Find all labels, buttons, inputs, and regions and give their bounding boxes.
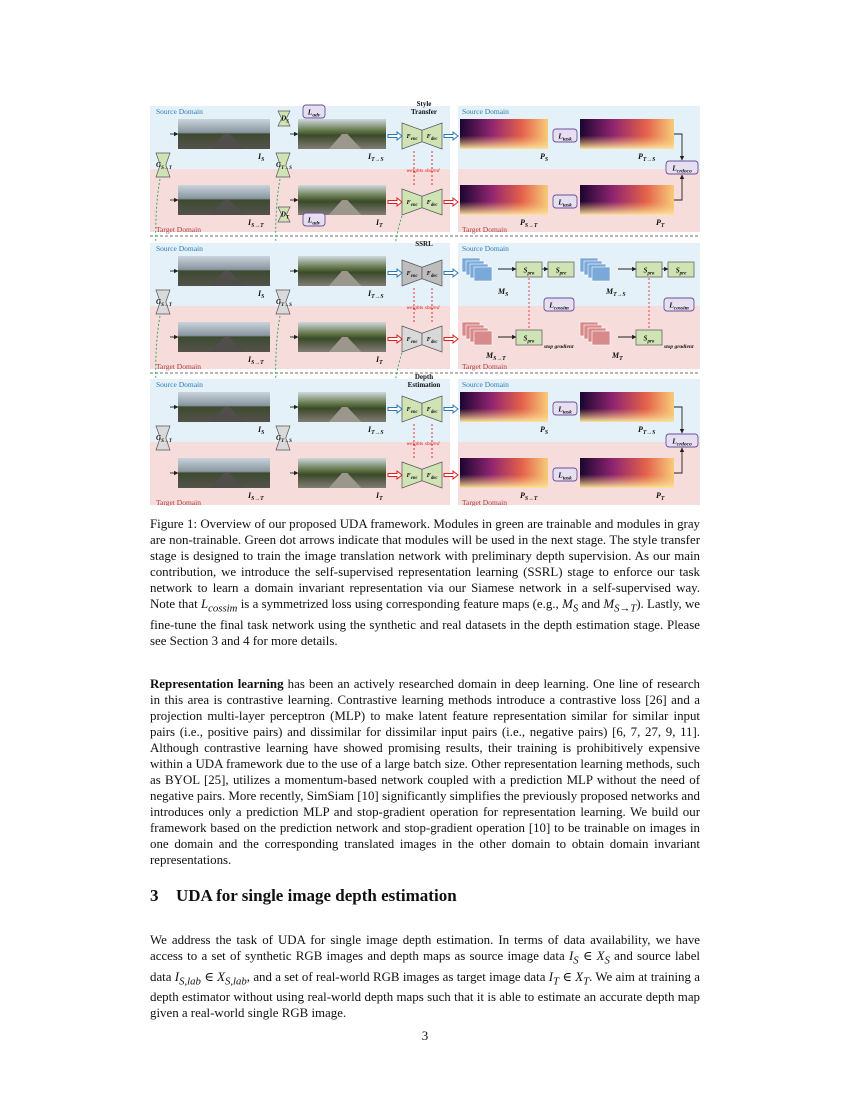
label-pts: $P_{T\to S}$ bbox=[638, 425, 656, 436]
loss-cossim-right-label: $L_{cossim}$ bbox=[669, 300, 689, 312]
label-mt: $M_T$ bbox=[612, 351, 623, 362]
stage-title-line2: Estimation bbox=[407, 381, 441, 389]
features-mt-sheet bbox=[592, 331, 610, 345]
projector-top-right-label: $S_{pro}$ bbox=[643, 266, 655, 277]
depth-pst-ground bbox=[460, 475, 548, 489]
projector-bottom-right bbox=[636, 330, 662, 345]
label-ps: $P_S$ bbox=[540, 152, 549, 163]
label-ist: $I_{S\to T}$ bbox=[248, 491, 264, 502]
features-ms-sheet bbox=[474, 267, 492, 281]
features-mts-sheet bbox=[592, 267, 610, 281]
depth-ps-ground bbox=[460, 409, 548, 423]
label-is: $I_S$ bbox=[258, 289, 265, 300]
encoder-decoder-bottom-enc-label: $F_{enc}$ bbox=[406, 472, 418, 481]
label-pts: $P_{T\to S}$ bbox=[638, 152, 656, 163]
depth-ps bbox=[460, 392, 548, 422]
label-its: $I_{T\to S}$ bbox=[368, 425, 384, 436]
encoder-decoder-bottom-dec-label: $F_{dec}$ bbox=[426, 199, 438, 208]
figure-caption: Figure 1: Overview of our proposed UDA framework. Modules in green are trainable and modules in gray are non-trainable. Green dot arrows indicate that modules will be used in the next stage. The style transfer stage is designed to train the image translation network with preliminary depth supervision. As our main contribution, we introduce the self-supervised representation learning (SSRL) stage to enforce our task network to learn a domain invariant representation via our Siamese network in a self-supervised way. Note that $L_{cossim}$ is a symmetrized loss using corresponding feature maps (e.g., $M_S$ and $M_{S\to T}$). Lastly, we fine-tune the final task network using the synthetic and real datasets in the depth estimation stage. Please see Section 3 and 4 for more details. bbox=[150, 517, 700, 648]
encoder-decoder-top-dec-label: $F_{dec}$ bbox=[426, 270, 438, 279]
label-pt: $P_T$ bbox=[656, 491, 665, 502]
weights-shared-label: weights shared bbox=[406, 441, 440, 447]
run-in-heading: Representation learning bbox=[150, 677, 284, 691]
stage-title: Style bbox=[416, 101, 432, 108]
encoder-decoder-bottom-enc-label: $F_{enc}$ bbox=[406, 336, 418, 345]
loss-cossim-left bbox=[544, 298, 574, 312]
section-heading: 3 UDA for single image depth estimation bbox=[150, 886, 457, 905]
loss-task-bottom bbox=[553, 195, 577, 209]
weights-shared-label: weights shared bbox=[406, 168, 440, 174]
label-pst: $P_{S\to T}$ bbox=[520, 218, 538, 229]
discriminator-s-label: $D_S$ bbox=[281, 114, 289, 125]
encoder-decoder-bottom-enc-label: $F_{enc}$ bbox=[406, 199, 418, 208]
encoder-decoder-top-dec-label: $F_{dec}$ bbox=[426, 406, 438, 415]
loss-task-bottom bbox=[553, 468, 577, 482]
target-domain-label: Target Domain bbox=[156, 362, 201, 371]
label-is: $I_S$ bbox=[258, 152, 265, 163]
discriminator-t-label: $D_T$ bbox=[280, 210, 290, 221]
image-target bbox=[298, 322, 386, 352]
encoder-decoder-bottom-dec-label: $F_{dec}$ bbox=[426, 336, 438, 345]
loss-cossim-right bbox=[664, 298, 694, 312]
depth-pt bbox=[580, 185, 674, 215]
projector-top-right bbox=[636, 262, 662, 277]
generator-t2s-label: $G_{T\to S}$ bbox=[276, 298, 292, 308]
loss-task-bottom-label: $L_{task}$ bbox=[558, 470, 572, 482]
loss-task-bottom-label: $L_{task}$ bbox=[558, 197, 572, 209]
depth-ps bbox=[460, 119, 548, 149]
loss-task-top bbox=[553, 129, 577, 143]
encoder-decoder-bottom-dec-label: $F_{dec}$ bbox=[426, 472, 438, 481]
loss-task-top-label: $L_{task}$ bbox=[558, 404, 572, 416]
loss-adv-bottom bbox=[303, 213, 325, 227]
depth-pt-ground bbox=[580, 202, 674, 216]
generator-s2t-label: $G_{S\to T}$ bbox=[156, 298, 172, 308]
image-translated-t2s bbox=[298, 256, 386, 286]
paragraph-representation-learning: Representation learning has been an actively researched domain in deep learning. One line of research in this area is contrastive learning. Contrastive learning methods introduce a contrastive loss [26] and a projection multi-layer perceptron (MLP) to make latent feature representation similar for similar input pairs (i.e., positive pairs) and dissimilar for dissimilar input pairs (i.e., negative pairs) [6, 7, 27, 9, 11]. Although contrastive learning have showed promising results, their training is prohibitively expensive within a UDA framework due to the use of a large batch size. Other representation learning methods, such as BYOL [25], utilizes a momentum-based network coupled with a prediction MLP without the need of negative pairs. More recently, SimSiam [10] significantly simplifies the previously proposed networks and introduces only a prediction MLP and stop-gradient operation for representation learning. We build our framework based on the prediction network and stop-gradient operation [10] to be trainable on images in one domain and the corresponding translated images in the other domain to obtain domain invariant representations. bbox=[150, 677, 700, 867]
loss-crdoco bbox=[666, 161, 698, 175]
figure-uda-framework bbox=[150, 101, 700, 506]
projector-bottom-right-label: $S_{pro}$ bbox=[643, 334, 655, 345]
target-domain-label-right: Target Domain bbox=[462, 362, 507, 371]
label-ms: $M_S$ bbox=[498, 287, 509, 298]
label-ps: $P_S$ bbox=[540, 425, 549, 436]
target-domain-label-right: Target Domain bbox=[462, 225, 507, 234]
projector-top-left-label: $S_{pro}$ bbox=[523, 266, 535, 277]
label-it: $I_T$ bbox=[376, 355, 383, 366]
projector-bottom-left bbox=[516, 330, 542, 345]
image-translated-t2s bbox=[298, 119, 386, 149]
source-domain-label-right: Source Domain bbox=[462, 244, 509, 253]
predictor-top-left bbox=[548, 262, 574, 277]
depth-pt bbox=[580, 458, 674, 488]
label-its: $I_{T\to S}$ bbox=[368, 152, 384, 163]
loss-adv-top-label: $L_{adv}$ bbox=[307, 107, 321, 119]
depth-pts-ground bbox=[580, 136, 674, 150]
depth-pts bbox=[580, 119, 674, 149]
depth-pst bbox=[460, 458, 548, 488]
paragraph-uda-task: We address the task of UDA for single image depth estimation. In terms of data availability, we have access to a set of synthetic RGB images and depth maps as source image data $I_S$ ∈ $X_S$ and source label data $I_{S,lab}$ ∈ $X_{S,lab}$, and a set of real-world RGB images as target image data $I_T$ ∈ $X_T$. We aim at training a depth estimator without using real-world depth maps such that it is able to estimate an accurate depth map given a real-world single RGB image. bbox=[150, 933, 700, 1021]
generator-s2t-label: $G_{S\to T}$ bbox=[156, 434, 172, 444]
stage-title-line2: Transfer bbox=[411, 108, 437, 116]
source-domain-label-right: Source Domain bbox=[462, 380, 509, 389]
image-translated-s2t bbox=[178, 458, 270, 488]
generator-s2t-label: $G_{S\to T}$ bbox=[156, 161, 172, 171]
loss-cossim-left-label: $L_{cossim}$ bbox=[549, 300, 569, 312]
loss-crdoco-label: $L_{crdoco}$ bbox=[672, 163, 692, 175]
loss-task-top bbox=[553, 402, 577, 416]
depth-pts-ground bbox=[580, 409, 674, 423]
image-source bbox=[178, 256, 270, 286]
image-target bbox=[298, 185, 386, 215]
loss-crdoco bbox=[666, 434, 698, 448]
label-is: $I_S$ bbox=[258, 425, 265, 436]
source-domain-label: Source Domain bbox=[156, 107, 203, 116]
stage-3 bbox=[150, 373, 700, 506]
image-translated-t2s bbox=[298, 392, 386, 422]
loss-crdoco-label: $L_{crdoco}$ bbox=[672, 436, 692, 448]
depth-pst-ground bbox=[460, 202, 548, 216]
target-domain-label: Target Domain bbox=[156, 225, 201, 234]
source-domain-label-right: Source Domain bbox=[462, 107, 509, 116]
depth-pts bbox=[580, 392, 674, 422]
encoder-decoder-top-enc-label: $F_{enc}$ bbox=[406, 270, 418, 279]
target-domain-label: Target Domain bbox=[156, 498, 201, 506]
label-its: $I_{T\to S}$ bbox=[368, 289, 384, 300]
label-pst: $P_{S\to T}$ bbox=[520, 491, 538, 502]
projector-bottom-left-label: $S_{pro}$ bbox=[523, 334, 535, 345]
source-domain-label: Source Domain bbox=[156, 244, 203, 253]
label-mts: $M_{T\to S}$ bbox=[606, 287, 626, 298]
image-translated-s2t bbox=[178, 322, 270, 352]
target-domain-label-right: Target Domain bbox=[462, 498, 507, 506]
predictor-top-left-label: $S_{pre}$ bbox=[555, 266, 567, 277]
label-mst: $M_{S\to T}$ bbox=[486, 351, 506, 362]
stop-gradient-right: stop gradient bbox=[664, 344, 694, 350]
image-target bbox=[298, 458, 386, 488]
label-ist: $I_{S\to T}$ bbox=[248, 218, 264, 229]
stage-title: SSRL bbox=[415, 240, 433, 248]
projector-top-left bbox=[516, 262, 542, 277]
encoder-decoder-top-dec-label: $F_{dec}$ bbox=[426, 133, 438, 142]
depth-pst bbox=[460, 185, 548, 215]
loss-task-top-label: $L_{task}$ bbox=[558, 131, 572, 143]
image-source bbox=[178, 392, 270, 422]
generator-t2s-label: $G_{T\to S}$ bbox=[276, 161, 292, 171]
depth-pt-ground bbox=[580, 475, 674, 489]
encoder-decoder-top-enc-label: $F_{enc}$ bbox=[406, 133, 418, 142]
loss-adv-bottom-label: $L_{adv}$ bbox=[307, 215, 321, 227]
label-pt: $P_T$ bbox=[656, 218, 665, 229]
loss-adv-top bbox=[303, 105, 325, 119]
encoder-decoder-top-enc-label: $F_{enc}$ bbox=[406, 406, 418, 415]
page-number: 3 bbox=[421, 1029, 429, 1043]
generator-t2s-label: $G_{T\to S}$ bbox=[276, 434, 292, 444]
label-it: $I_T$ bbox=[376, 491, 383, 502]
source-domain-label: Source Domain bbox=[156, 380, 203, 389]
predictor-top-right bbox=[668, 262, 694, 277]
stage-title: Depth bbox=[414, 373, 434, 381]
features-mst-sheet bbox=[474, 331, 492, 345]
label-ist: $I_{S\to T}$ bbox=[248, 355, 264, 366]
predictor-top-right-label: $S_{pre}$ bbox=[675, 266, 687, 277]
stop-gradient-left: stop gradient bbox=[544, 344, 574, 350]
image-translated-s2t bbox=[178, 185, 270, 215]
weights-shared-label: weights shared bbox=[406, 305, 440, 311]
depth-ps-ground bbox=[460, 136, 548, 150]
image-source bbox=[178, 119, 270, 149]
label-it: $I_T$ bbox=[376, 218, 383, 229]
